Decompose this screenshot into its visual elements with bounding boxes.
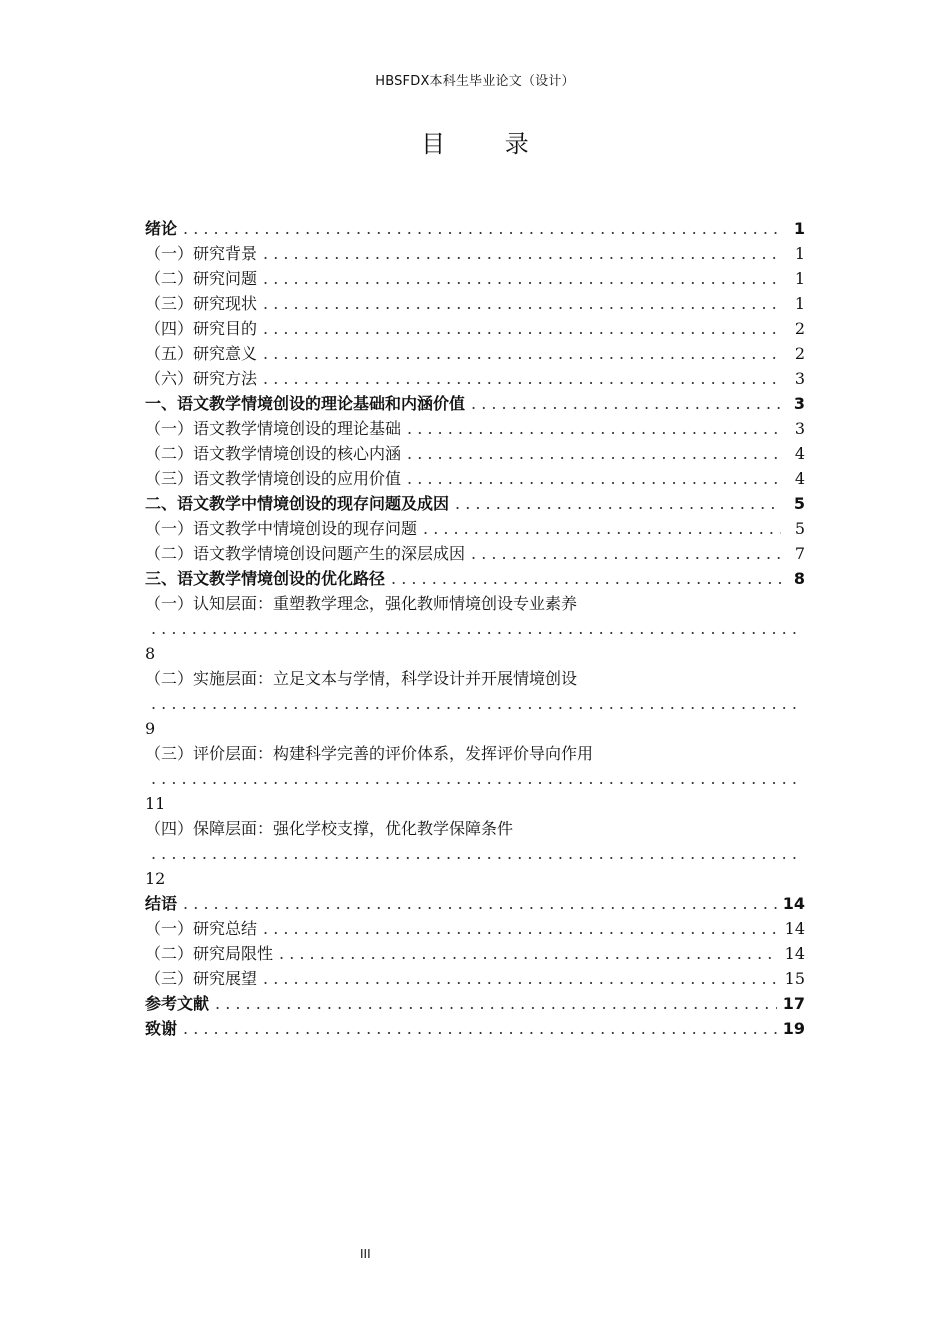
toc-entry-label: 结语 (145, 894, 178, 913)
toc-entry-page: 2 (794, 344, 805, 363)
toc-entry-page: 3 (793, 394, 805, 413)
toc-entry-label: 绪论 (145, 219, 178, 238)
toc-entry[interactable] (145, 441, 805, 466)
toc-entry-page: 14 (782, 894, 805, 913)
toc-entry[interactable] (145, 741, 805, 816)
toc-leader-dots (407, 441, 781, 466)
toc-entry-label: （二）实施层面：立足文本与学情，科学设计并开展情境创设 (145, 669, 578, 688)
toc-leader-dots (407, 466, 781, 491)
toc-leader-dots (263, 966, 779, 991)
toc-leader-dots (471, 391, 781, 416)
toc-leader-dots (263, 316, 781, 341)
toc-entry-page: 19 (782, 1019, 805, 1038)
toc-entry-page: 7 (794, 544, 805, 563)
toc-entry[interactable] (145, 566, 805, 591)
toc-entry-page: 14 (784, 944, 805, 963)
toc-entry-label: 二、语文教学中情境创设的现存问题及成因 (145, 494, 450, 513)
toc-entry-page: 5 (794, 519, 805, 538)
toc-entry-label: （二）研究问题 (145, 269, 258, 288)
toc-entry-label: （三）评价层面：构建科学完善的评价体系，发挥评价导向作用 (145, 744, 594, 763)
page-number: III (360, 1247, 371, 1261)
toc-entry-label: （二）语文教学情境创设问题产生的深层成因 (145, 544, 466, 563)
toc-entry-label: （四）研究目的 (145, 319, 258, 338)
toc-entry[interactable] (145, 466, 805, 491)
toc-leader-dots (151, 841, 799, 866)
toc-entry[interactable] (145, 241, 805, 266)
toc-entry-label: （二）语文教学情境创设的核心内涵 (145, 444, 402, 463)
toc-entry-page: 5 (793, 494, 805, 513)
toc-entry[interactable] (145, 1016, 805, 1041)
toc-entry[interactable] (145, 416, 805, 441)
toc-entry-page: 4 (794, 469, 805, 488)
toc-entry-page: 1 (793, 219, 805, 238)
toc-leader-dots (263, 241, 781, 266)
toc-entry-label: （三）研究现状 (145, 294, 258, 313)
toc-entry-label: （三）语文教学情境创设的应用价值 (145, 469, 402, 488)
toc-leader-dots (423, 516, 781, 541)
toc-entry-page: 14 (784, 919, 805, 938)
toc-entry[interactable] (145, 816, 805, 891)
toc-entry-label: （三）研究展望 (145, 969, 258, 988)
toc-entry-label: 三、语文教学情境创设的优化路径 (145, 569, 386, 588)
toc-leader-dots (263, 366, 781, 391)
toc-entry[interactable] (145, 941, 805, 966)
toc-leader-dots (183, 216, 781, 241)
toc-entry-label: 参考文献 (145, 994, 210, 1013)
toc-entry[interactable] (145, 366, 805, 391)
toc-entry[interactable] (145, 216, 805, 241)
toc-leader-dots (263, 291, 781, 316)
toc-leader-dots (455, 491, 781, 516)
table-of-contents (145, 216, 805, 1041)
toc-leader-dots (471, 541, 781, 566)
toc-entry-label: （六）研究方法 (145, 369, 258, 388)
toc-leader-dots (407, 416, 781, 441)
toc-entry[interactable] (145, 916, 805, 941)
toc-entry-page: 1 (794, 294, 805, 313)
toc-entry-page: 3 (794, 369, 805, 388)
toc-entry-label: （一）语文教学中情境创设的现存问题 (145, 519, 418, 538)
toc-entry[interactable] (145, 491, 805, 516)
toc-entry-page: 1 (794, 244, 805, 263)
toc-entry[interactable] (145, 391, 805, 416)
toc-entry[interactable] (145, 591, 805, 666)
toc-entry-page: 4 (794, 444, 805, 463)
toc-entry-page: 1 (794, 269, 805, 288)
toc-entry[interactable] (145, 341, 805, 366)
toc-entry-label: （四）保障层面：强化学校支撑，优化教学保障条件 (145, 819, 514, 838)
toc-entry[interactable] (145, 966, 805, 991)
toc-entry-page: 12 (145, 869, 166, 888)
toc-entry-page: 9 (145, 719, 156, 738)
toc-leader-dots (151, 616, 799, 641)
toc-entry-label: （五）研究意义 (145, 344, 258, 363)
toc-leader-dots (263, 916, 779, 941)
toc-entry-label: （一）研究背景 (145, 244, 258, 263)
toc-leader-dots (263, 266, 781, 291)
toc-leader-dots (151, 766, 799, 791)
toc-entry-page: 8 (793, 569, 805, 588)
toc-leader-dots (279, 941, 779, 966)
toc-entry-page: 15 (784, 969, 805, 988)
toc-leader-dots (151, 691, 799, 716)
toc-entry[interactable] (145, 516, 805, 541)
page-title: 目 录 (421, 130, 555, 158)
toc-entry-label: （一）认知层面：重塑教学理念，强化教师情境创设专业素养 (145, 594, 578, 613)
toc-entry-page: 2 (794, 319, 805, 338)
toc-entry-label: 致谢 (145, 1019, 178, 1038)
toc-entry[interactable] (145, 541, 805, 566)
page-header: HBSFDX本科生毕业论文（设计） (375, 74, 575, 89)
toc-entry-label: （一）语文教学情境创设的理论基础 (145, 419, 402, 438)
toc-entry[interactable] (145, 991, 805, 1016)
toc-entry[interactable] (145, 891, 805, 916)
toc-entry[interactable] (145, 316, 805, 341)
toc-entry[interactable] (145, 291, 805, 316)
toc-entry-label: （二）研究局限性 (145, 944, 274, 963)
toc-entry-label: 一、语文教学情境创设的理论基础和内涵价值 (145, 394, 466, 413)
toc-leader-dots (391, 566, 781, 591)
toc-leader-dots (183, 1016, 777, 1041)
toc-entry-page: 11 (145, 794, 166, 813)
toc-entry-page: 17 (782, 994, 805, 1013)
toc-entry-page: 3 (794, 419, 805, 438)
toc-entry-page: 8 (145, 644, 156, 663)
toc-leader-dots (263, 341, 781, 366)
toc-leader-dots (183, 891, 777, 916)
toc-leader-dots (215, 991, 777, 1016)
toc-entry[interactable] (145, 666, 805, 741)
toc-entry[interactable] (145, 266, 805, 291)
toc-entry-label: （一）研究总结 (145, 919, 258, 938)
